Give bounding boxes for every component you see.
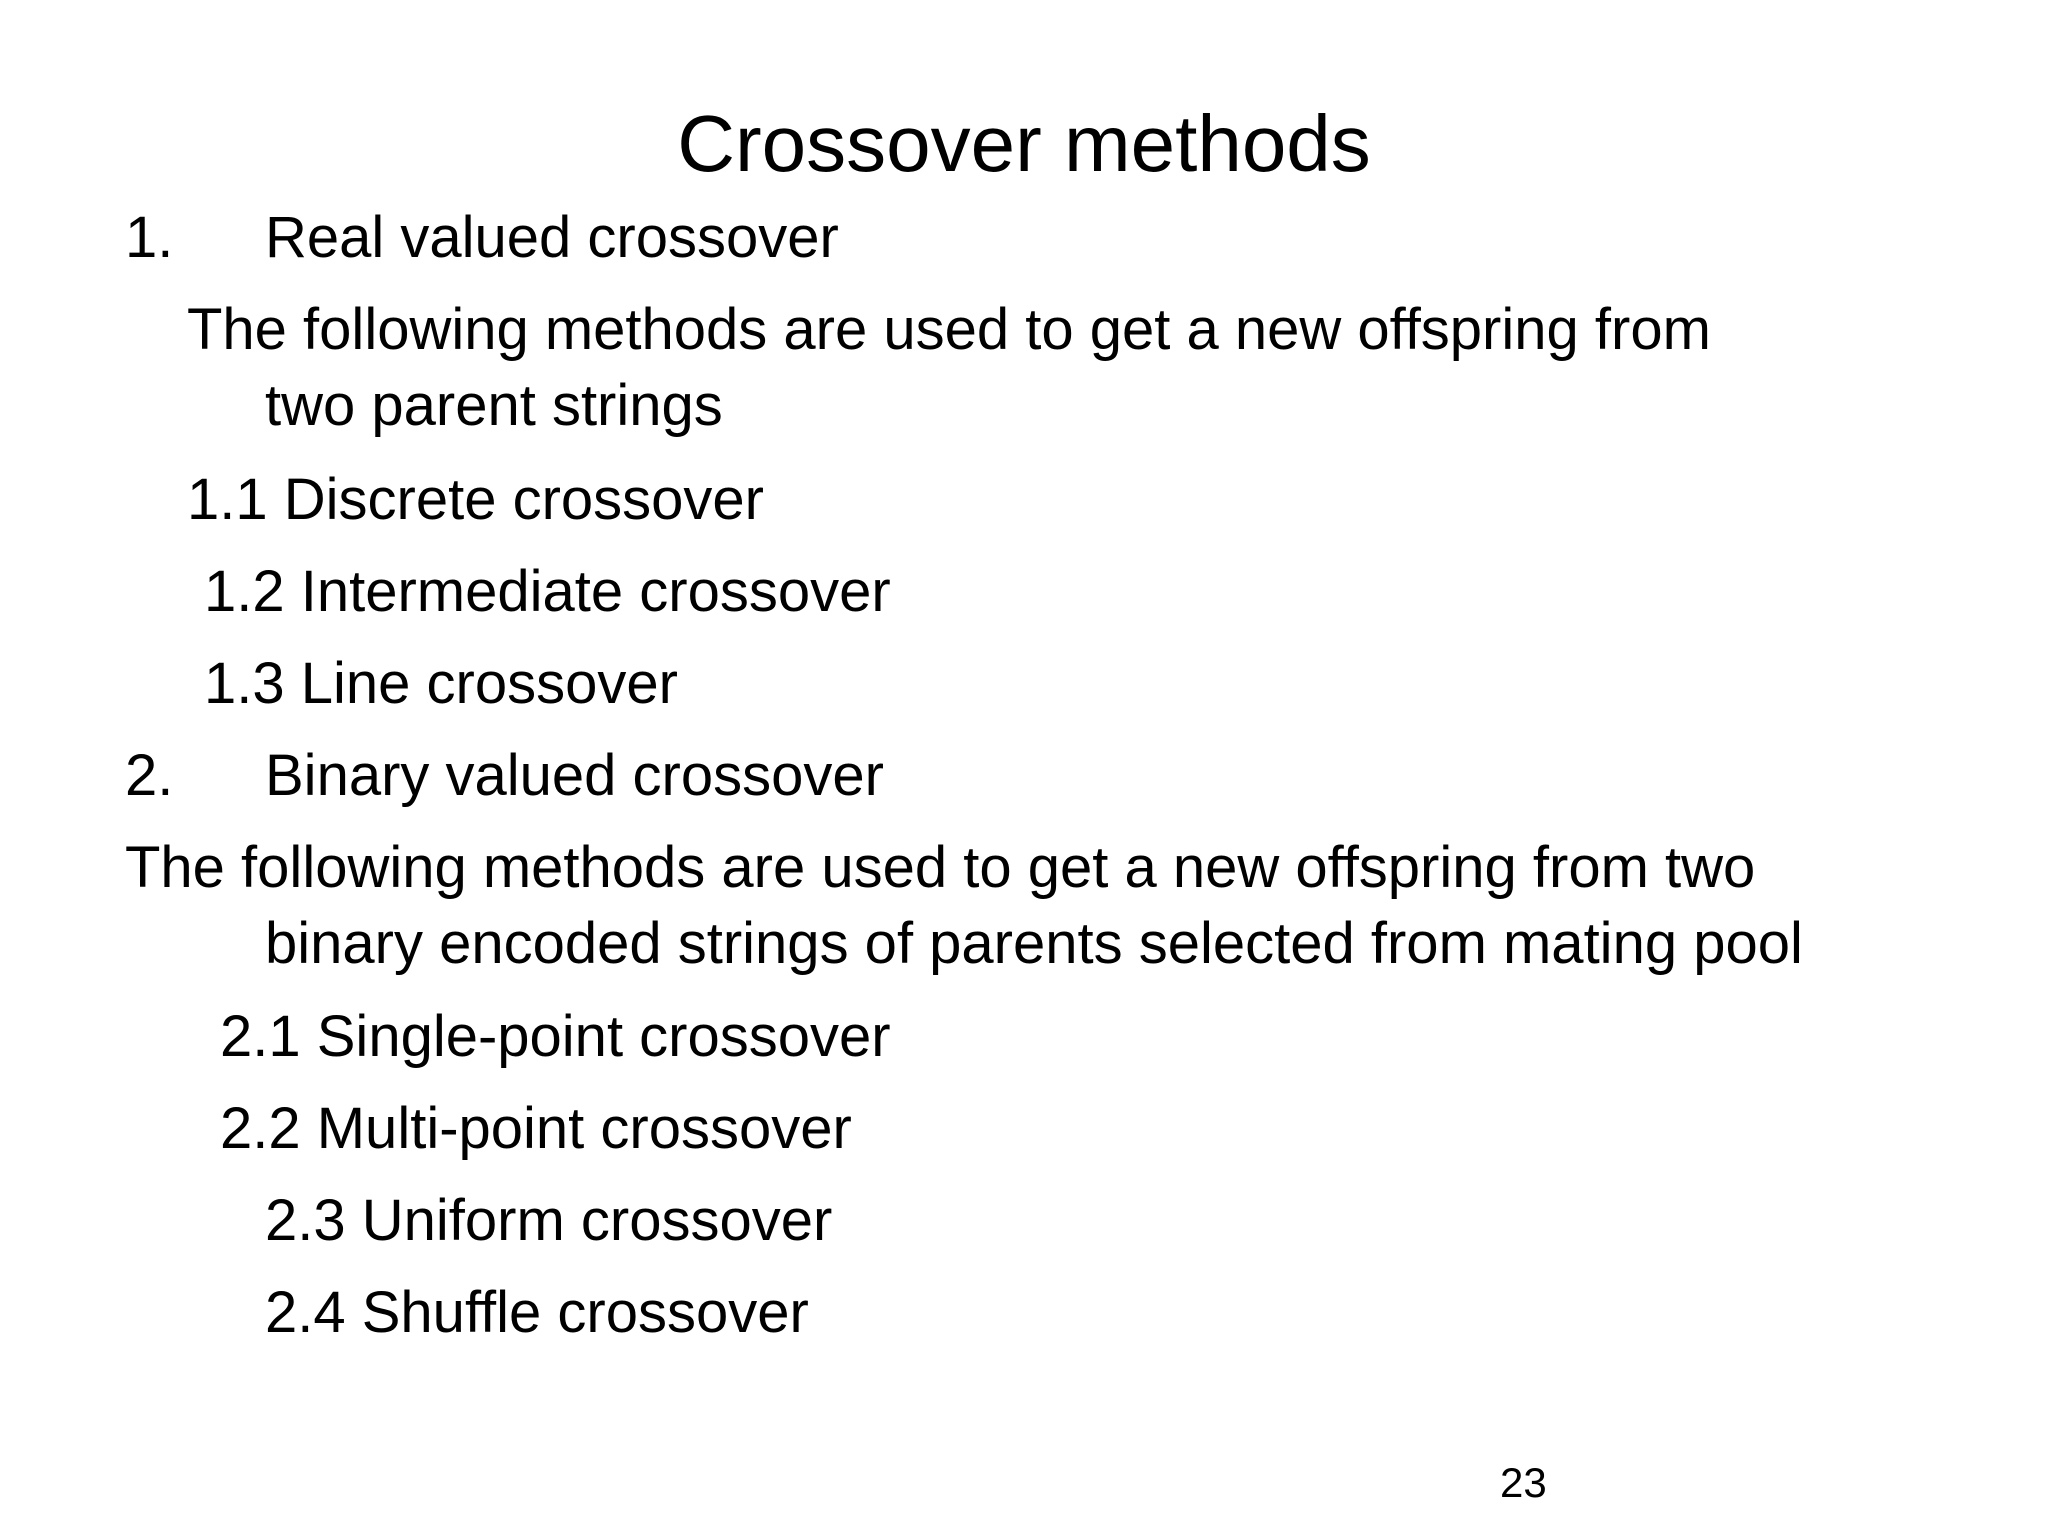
item2-description-line1: The following methods are used to get a new offspring from two bbox=[125, 835, 1756, 900]
item1-description-line1: The following methods are used to get a new offspring from bbox=[187, 297, 1711, 362]
list-item-real-valued: Real valued crossover bbox=[265, 205, 839, 270]
subitem-intermediate-crossover: 1.2 Intermediate crossover bbox=[204, 559, 891, 624]
page-number: 23 bbox=[1500, 1459, 1547, 1506]
subitem-line-crossover: 1.3 Line crossover bbox=[204, 651, 678, 716]
subitem-single-point-crossover: 2.1 Single-point crossover bbox=[220, 1004, 891, 1069]
list-number-2: 2. bbox=[125, 743, 174, 808]
subitem-uniform-crossover: 2.3 Uniform crossover bbox=[265, 1188, 833, 1253]
subitem-shuffle-crossover: 2.4 Shuffle crossover bbox=[265, 1280, 809, 1345]
item1-description-line2: two parent strings bbox=[265, 373, 723, 438]
list-item-binary-valued: Binary valued crossover bbox=[265, 743, 884, 808]
subitem-discrete-crossover: 1.1 Discrete crossover bbox=[187, 467, 764, 532]
item2-description-line2: binary encoded strings of parents selected from mating pool bbox=[265, 911, 1803, 976]
list-number-1: 1. bbox=[125, 205, 174, 270]
slide-title: Crossover methods bbox=[677, 99, 1371, 188]
subitem-multi-point-crossover: 2.2 Multi-point crossover bbox=[220, 1096, 852, 1161]
